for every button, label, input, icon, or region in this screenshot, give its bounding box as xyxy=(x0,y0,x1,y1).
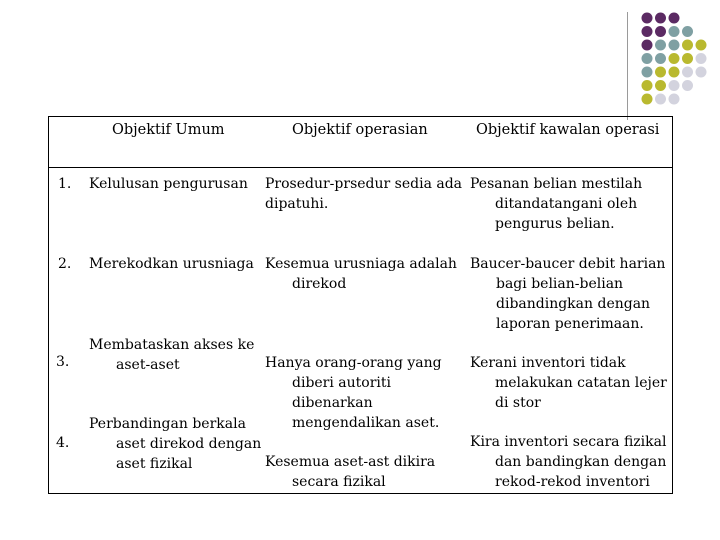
cell-line: aset direkod dengan xyxy=(116,436,262,452)
row-number: 1. xyxy=(58,176,72,192)
decorative-dot xyxy=(682,26,693,37)
cell-line: direkod xyxy=(292,276,347,292)
decorative-dot xyxy=(669,80,680,91)
decorative-dot xyxy=(642,26,653,37)
cell-kawalan xyxy=(470,353,667,413)
cell-umum xyxy=(89,254,254,274)
cell-line: mengendalikan aset. xyxy=(292,415,440,431)
cell-umum xyxy=(89,335,254,375)
cell-line: Hanya orang-orang yang xyxy=(265,355,442,371)
cell-line: Baucer-baucer debit harian xyxy=(470,256,666,272)
cell-line: pengurus belian. xyxy=(495,216,615,232)
cell-line: dipatuhi. xyxy=(265,196,329,212)
decorative-dot xyxy=(669,13,680,24)
cell-operasian xyxy=(265,452,435,492)
decorative-dot xyxy=(655,80,666,91)
cell-line: ditandatangani oleh xyxy=(495,196,638,212)
decorative-dot xyxy=(655,94,666,105)
decorative-dot xyxy=(669,94,680,105)
cell-umum xyxy=(89,174,248,194)
decorative-dot xyxy=(642,40,653,51)
header-divider xyxy=(48,167,673,168)
row-number: 4. xyxy=(56,435,70,451)
cell-line: Kerani inventori tidak xyxy=(470,355,626,371)
cell-line: secara fizikal xyxy=(292,474,386,490)
decorative-dot xyxy=(655,26,666,37)
cell-line: Kesemua aset-ast dikira xyxy=(265,454,436,470)
cell-kawalan xyxy=(470,174,642,234)
cell-line: Kelulusan pengurusan xyxy=(89,176,248,192)
cell-line: Kira inventori secara fizikal xyxy=(470,434,667,450)
cell-line: laporan penerimaan. xyxy=(496,316,644,332)
decorative-dot xyxy=(655,40,666,51)
decorative-dot xyxy=(669,26,680,37)
cell-operasian xyxy=(265,353,442,433)
cell-line: dan bandingkan dengan xyxy=(495,454,667,470)
cell-line: Membataskan akses ke xyxy=(89,337,255,353)
cell-line: aset fizikal xyxy=(116,456,193,472)
cell-line: bagi belian-belian xyxy=(496,276,624,292)
decorative-dot xyxy=(669,53,680,64)
decorative-dot xyxy=(642,80,653,91)
decorative-dot xyxy=(642,53,653,64)
decorative-dot xyxy=(655,67,666,78)
cell-line: dibenarkan xyxy=(292,395,373,411)
decorative-dot xyxy=(682,40,693,51)
decorative-vertical-line xyxy=(627,12,628,120)
cell-line: Kesemua urusniaga adalah xyxy=(265,256,457,272)
decorative-dot xyxy=(655,13,666,24)
cell-operasian xyxy=(265,174,462,214)
decorative-dot xyxy=(696,67,707,78)
header-objektif-operasian: Objektif operasian xyxy=(292,122,428,138)
cell-line: dibandingkan dengan xyxy=(496,296,651,312)
decorative-dot xyxy=(696,53,707,64)
row-number: 2. xyxy=(58,256,72,272)
decorative-dot xyxy=(682,53,693,64)
cell-line: Perbandingan berkala xyxy=(89,416,246,432)
decorative-dot xyxy=(682,67,693,78)
header-objektif-umum: Objektif Umum xyxy=(112,122,225,138)
cell-line: Prosedur-prsedur sedia ada xyxy=(265,176,463,192)
cell-line: Merekodkan urusniaga xyxy=(89,256,254,272)
cell-line: Pesanan belian mestilah xyxy=(470,176,643,192)
cell-umum xyxy=(89,414,261,474)
decorative-dot xyxy=(669,67,680,78)
header-objektif-kawalan-operasi: Objektif kawalan operasi xyxy=(476,122,660,138)
cell-line: diberi autoriti xyxy=(292,375,391,391)
cell-line: di stor xyxy=(495,395,541,411)
decorative-dot xyxy=(642,13,653,24)
decorative-dot xyxy=(696,40,707,51)
cell-line: rekod-rekod inventori xyxy=(495,474,650,490)
cell-kawalan xyxy=(470,254,665,334)
cell-kawalan xyxy=(470,432,666,492)
cell-line: aset-aset xyxy=(116,357,180,373)
row-number: 3. xyxy=(56,354,70,370)
cell-operasian xyxy=(265,254,457,294)
decorative-dot xyxy=(682,80,693,91)
decorative-dot xyxy=(642,67,653,78)
decorative-dot xyxy=(655,53,666,64)
decorative-dot-grid xyxy=(640,12,720,112)
decorative-dot xyxy=(642,94,653,105)
decorative-dot xyxy=(669,40,680,51)
cell-line: melakukan catatan lejer xyxy=(495,375,667,391)
